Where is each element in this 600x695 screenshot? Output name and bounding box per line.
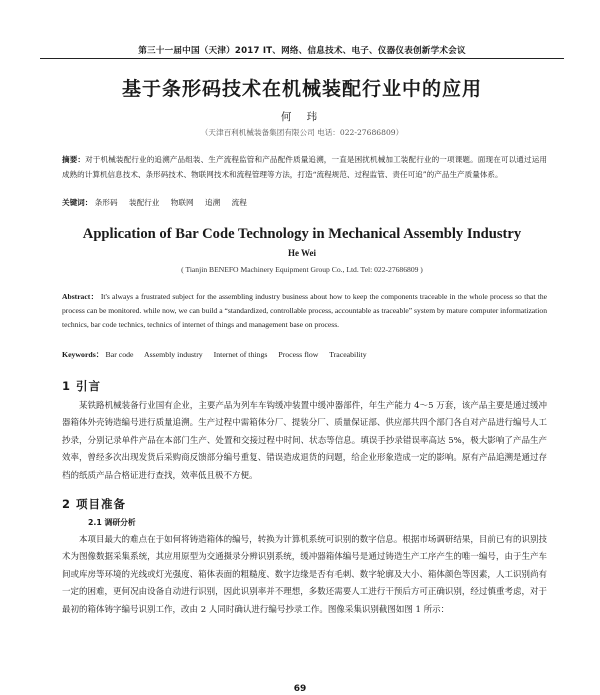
keyword-english: Traceability (329, 350, 367, 359)
abstract-english (62, 290, 547, 333)
section-2-heading: 2 项目准备 (62, 497, 127, 511)
keyword-english: Assembly industry (144, 350, 203, 359)
keyword-chinese: 流程 (231, 198, 247, 207)
page-number: 69 (293, 684, 307, 694)
running-head: 第三十一届中国（天津）2017 IT、网络、信息技术、电子、仪器仪表创新学术会议 (138, 46, 466, 56)
keyword-chinese: 条形码 (94, 198, 118, 207)
affiliation-chinese: （天津百利机械装备集团有限公司 电话：022-27686809） (200, 128, 404, 137)
section-2-1-heading: 2.1 调研分析 (88, 518, 136, 527)
keyword-english: Bar code (105, 350, 134, 359)
title-english: Application of Bar Code Technology in Mechanical Assembly Industry (82, 226, 522, 242)
author-english: He Wei (287, 248, 317, 258)
abstract-chinese (62, 152, 547, 182)
abstract-chinese-label: 摘要： (62, 155, 86, 164)
keyword-chinese: 装配行业 (129, 198, 160, 207)
keyword-chinese: 追溯 (205, 198, 221, 207)
keywords-chinese (62, 197, 547, 208)
header-rule (40, 58, 564, 59)
section-1-paragraph: 某铁路机械装备行业国有企业，主要产品为列车车钩缓冲装置中缓冲器部件，年生产能力 4～5 万套，该产品主要是通过缓冲器箱体外壳铸造编号进行质量追溯。生产过程中需箱体分厂、提装分厂、质量保证部、供应部共四个部门各自对产品进行编号人工抄录，分别记录单件产品在本部门生产、处置和交接过程中时间、状态等信息。填误手抄录错误率高达 5%，极大影响了产品生产效率，曾经多次出现发货后采购商反馈部分编号重复、错误造成退货的问题，给企业形象造成一定的影响。原有产品追溯是通过存档的纸质产品合格证进行查找，效率低且极不方便。 (62, 401, 547, 481)
keyword-english: Process flow (278, 350, 319, 359)
keywords-english-label: Keywords： (62, 350, 104, 359)
keyword-english: Internet of things (213, 350, 268, 359)
affiliation-english: ( Tianjin BENEFO Machinery Equipment Group Co., Ltd. Tel: 022-27686809 ) (181, 265, 423, 274)
abstract-chinese-text: 对于机械装配行业的追溯产品组装、生产流程监管和产品配件质量追溯，一直是困扰机械加工装配行业的一项课题。面现在可以通过运用成熟的计算机信息技术、条形码技术、物联网技术和流程管理等方法，打造“流程规范、过程监管、责任可追”的产品生产质量体系。 (62, 155, 548, 179)
abstract-english-label: Abstract： (62, 292, 99, 301)
author-chinese: 何 玮 (280, 111, 324, 123)
keywords-chinese-label: 关键词： (62, 198, 93, 207)
keywords-english (62, 349, 547, 360)
section-1-heading: 1 引言 (62, 379, 102, 393)
abstract-english-text: It's always a frustrated subject for the assembling industry business about how to keep the components traceable in the whole process so that the process can be monitored. while now, we can build a “standardized, controllable process, accountable as traceable” system by mature computer informatization technics, bar code technics, technics of internet of things and management base on process. (62, 292, 547, 330)
keyword-chinese: 物联网 (170, 198, 194, 207)
section-2-1-paragraph: 本项目最大的难点在于如何将铸造箱体的编号，转换为计算机系统可识别的数字信息。根据市场调研结果，目前已有的识别技术为图像数据采集系统，其应用原型为交通摄录分辨识别系统，缓冲器箱体编号是通过铸造生产工序产生的唯一编号，由于生产车间或库房等环境的光线或灯光强度、箱体表面的粗糙度、数字边缘是否有毛刺、数字轮廓及大小、箱体颜色等因素，人工识别尚有一定的困难，更何况由设备自动进行识别，因此识别率并不理想，多数还需要人工进行干预后方可正确识别，经过慎重考虑，对于最初的箱体铸字编号识别工作，改由 2 人同时确认进行编号抄录工作。图像采集识别截图如图 1 所示： (62, 535, 547, 615)
title-chinese: 基于条形码技术在机械装配行业中的应用 (121, 78, 482, 100)
